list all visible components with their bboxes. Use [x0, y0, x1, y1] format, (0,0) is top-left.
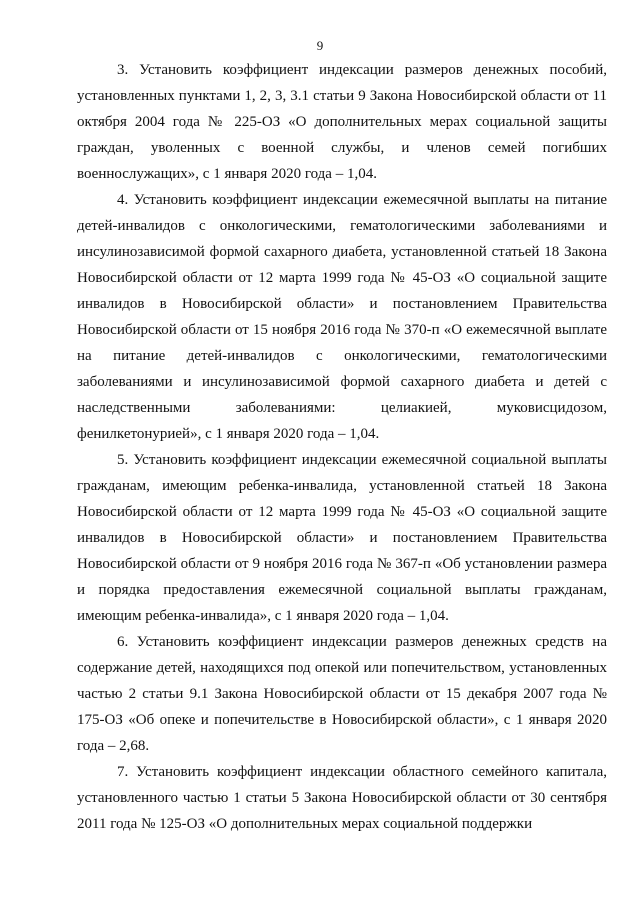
paragraph-3: 3. Установить коэффициент индексации размеров денежных пособий, установленных пунктами 1, 2, 3, 3.1 статьи 9 Закона Новосибирской области от 11 октября 2004 года № 225-ОЗ «О дополнительных мерах социальной защиты граждан, уволенных с военной службы, и членов семей погибших военнослужащих», с 1 января 2020 года – 1,04. — [77, 62, 607, 182]
document-body — [77, 57, 607, 837]
paragraph-5: 5. Установить коэффициент индексации ежемесячной социальной выплаты гражданам, имеющим ребенка-инвалида, установленной статьей 18 Закона Новосибирской области от 12 марта 1999 года № 45-ОЗ «О социальной защите инвалидов в Новосибирской области» и постановлением Правительства Новосибирской области от 9 ноября 2016 года № 367-п «Об установлении размера и порядка предоставления ежемесячной социальной выплаты гражданам, имеющим ребенка-инвалида», с 1 января 2020 года – 1,04. — [77, 452, 607, 624]
paragraph-7: 7. Установить коэффициент индексации областного семейного капитала, установленного частью 1 статьи 5 Закона Новосибирской области от 30 сентября 2011 года № 125-ОЗ «О дополнительных мерах социальной поддержки — [77, 764, 607, 832]
page-number: 9 — [316, 38, 324, 53]
paragraph-4: 4. Установить коэффициент индексации ежемесячной выплаты на питание детей-инвалидов с онкологическими, гематологическими заболеваниями и инсулинозависимой формой сахарного диабета, установленной статьей 18 Закона Новосибирской области от 12 марта 1999 года № 45-ОЗ «О социальной защите инвалидов в Новосибирской области» и постановлением Правительства Новосибирской области от 15 ноября 2016 года № 370-п «О ежемесячной выплате на питание детей-инвалидов с онкологическими, гематологическими заболеваниями и инсулинозависимой формой сахарного диабета и детей с наследственными заболеваниями: целиакией, муковисцидозом, фенилкетонурией», с 1 января 2020 года – 1,04. — [77, 192, 607, 442]
paragraph-6: 6. Установить коэффициент индексации размеров денежных средств на содержание детей, находящихся под опекой или попечительством, установленных частью 2 статьи 9.1 Закона Новосибирской области от 15 декабря 2007 года № 175-ОЗ «Об опеке и попечительстве в Новосибирской области», с 1 января 2020 года – 2,68. — [77, 634, 607, 754]
